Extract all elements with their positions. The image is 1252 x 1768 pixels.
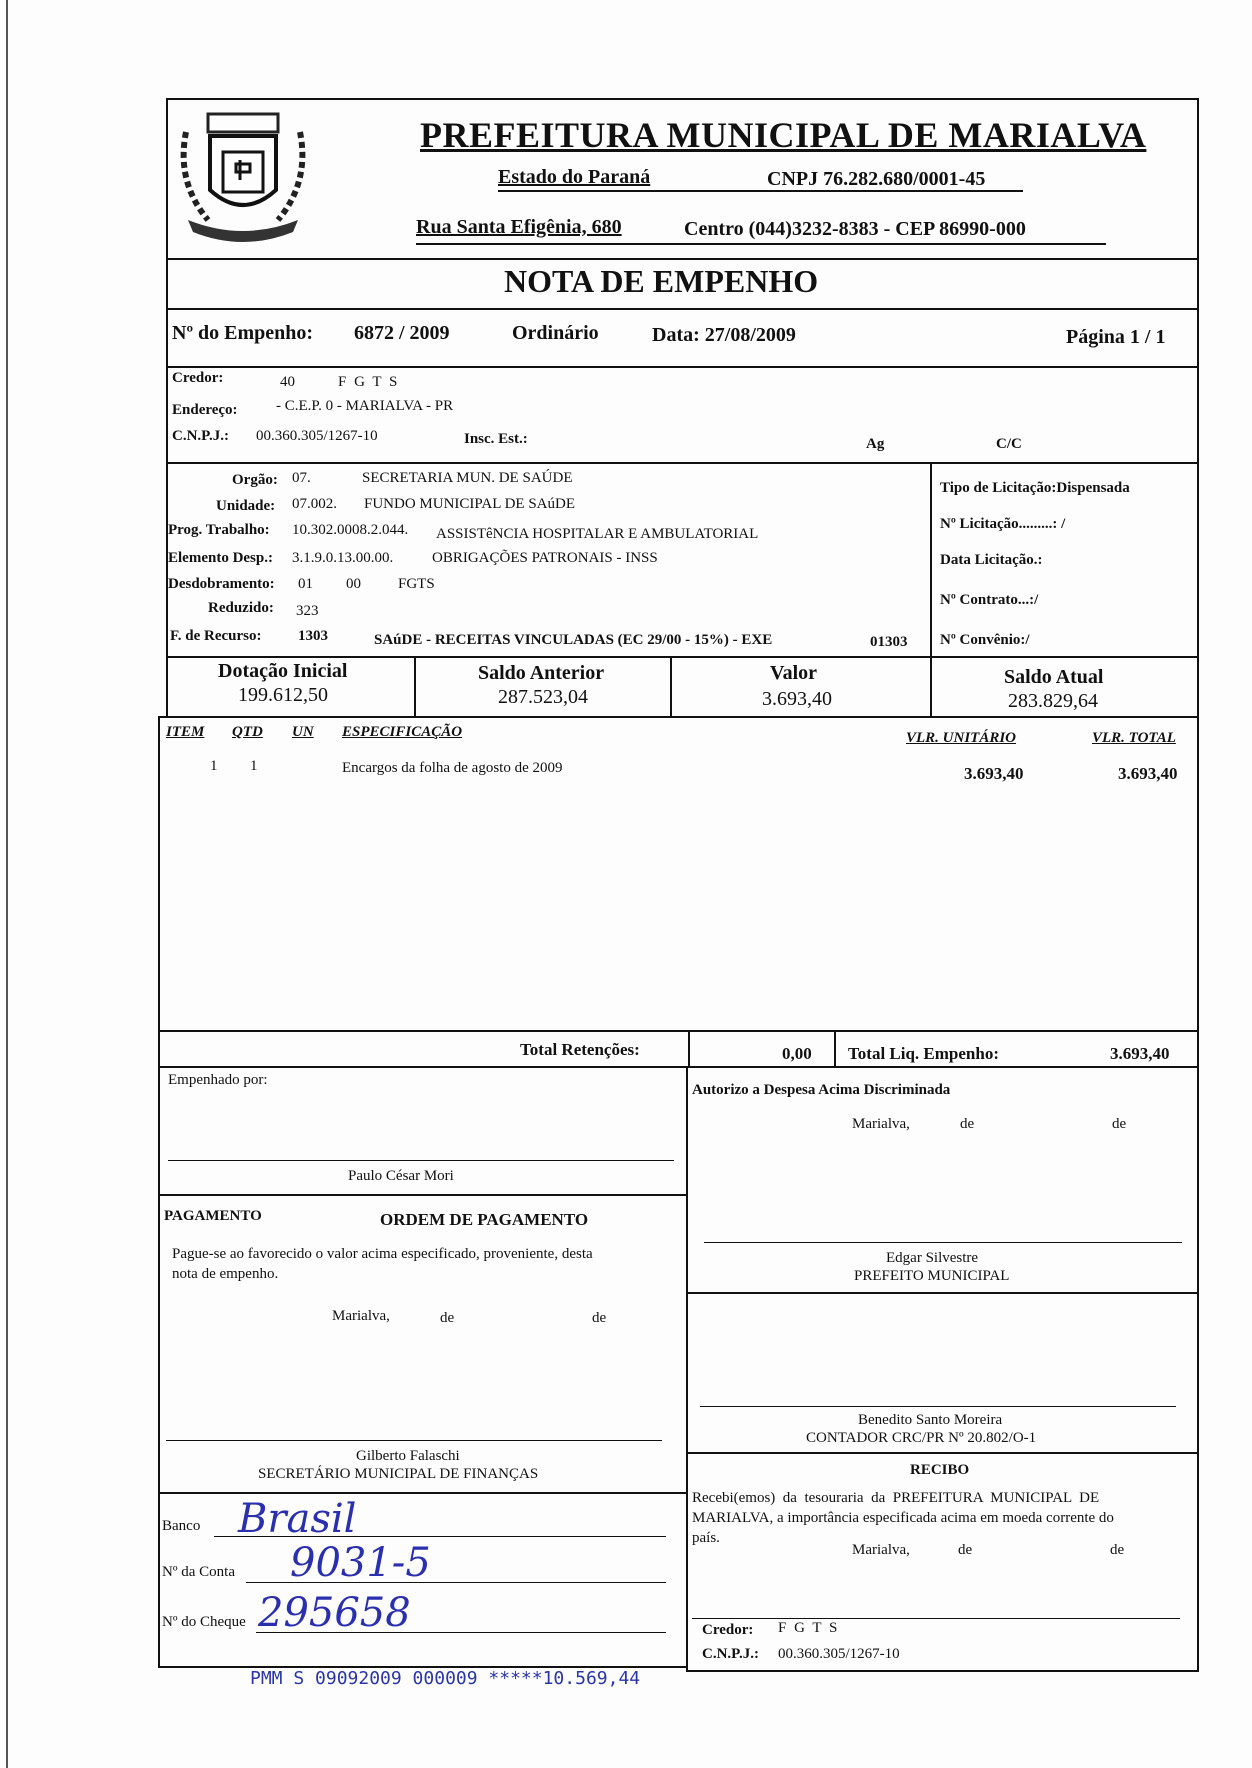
pagamento-label: PAGAMENTO <box>164 1208 262 1224</box>
recibo-title: RECIBO <box>910 1462 970 1478</box>
coat-of-arms-emblem <box>168 102 318 252</box>
page-number: Página 1 / 1 <box>1066 326 1166 348</box>
contador-role: CONTADOR CRC/PR Nº 20.802/O-1 <box>806 1430 1037 1446</box>
tipo-licitacao: Tipo de Licitação:Dispensada <box>940 480 1130 496</box>
ordem-pagamento-title: ORDEM DE PAGAMENTO <box>380 1210 589 1229</box>
cnpj-header: CNPJ 76.282.680/0001-45 <box>767 168 986 190</box>
endereco-label: Endereço: <box>172 402 238 418</box>
desdobramento-name: FGTS <box>398 576 435 592</box>
prog-label: Prog. Trabalho: <box>168 522 270 538</box>
reduzido-value: 323 <box>296 603 319 619</box>
autorizo-label: Autorizo a Despesa Acima Discriminada <box>692 1082 951 1098</box>
recibo-de2: de <box>1110 1542 1125 1558</box>
desdobramento-b: 00 <box>346 576 361 592</box>
elemento-name: OBRIGAÇÕES PATRONAIS - INSS <box>432 550 658 566</box>
credor-box <box>166 366 1199 464</box>
dotacao-inicial-label: Dotação Inicial <box>218 660 348 682</box>
items-box <box>158 716 1199 1032</box>
elemento-code: 3.1.9.0.13.00.00. <box>292 550 394 566</box>
credor-label: Credor: <box>172 370 224 386</box>
empenho-number-label: Nº do Empenho: <box>172 322 314 344</box>
orgao-name: SECRETARIA MUN. DE SAÚDE <box>362 470 573 486</box>
recibo-credor-label: Credor: <box>702 1622 754 1638</box>
municipality-title: PREFEITURA MUNICIPAL DE MARIALVA <box>420 115 1147 155</box>
autorizo-city: Marialva, <box>852 1116 910 1132</box>
prefeito-role: PREFEITO MUNICIPAL <box>854 1268 1010 1284</box>
recibo-credor-name: F G T S <box>778 1620 840 1636</box>
orgao-label: Orgão: <box>232 472 278 488</box>
payment-stamp: PMM S 09092009 000009 *****10.569,44 <box>250 1668 641 1689</box>
cheque-label: Nº do Cheque <box>162 1614 246 1630</box>
numero-contrato: Nº Contrato...:/ <box>940 592 1039 608</box>
row-item: 1 <box>210 758 218 774</box>
desdobramento-a: 01 <box>298 576 313 592</box>
secretario-role: SECRETÁRIO MUNICIPAL DE FINANÇAS <box>258 1466 539 1482</box>
empenho-type: Ordinário <box>512 322 599 344</box>
recurso-name: SAúDE - RECEITAS VINCULADAS (EC 29/00 - 15%) - EXE <box>374 632 773 648</box>
unidade-name: FUNDO MUNICIPAL DE SAúDE <box>364 496 575 512</box>
pagamento-de2: de <box>592 1310 607 1326</box>
saldo-atual-value: 283.829,64 <box>1008 690 1098 712</box>
empenhado-signatory: Paulo César Mori <box>348 1168 454 1184</box>
pagamento-city: Marialva, <box>332 1308 390 1324</box>
empenho-number: 6872 / 2009 <box>354 322 450 344</box>
credor-name: F G T S <box>338 374 400 390</box>
address: Rua Santa Efigênia, 680 <box>416 216 622 238</box>
empenhado-por-label: Empenhado por: <box>168 1072 268 1088</box>
credor-code: 40 <box>280 374 295 390</box>
valor-label: Valor <box>770 662 818 684</box>
unidade-code: 07.002. <box>292 496 337 512</box>
prefeito-name: Edgar Silvestre <box>886 1250 979 1266</box>
pagamento-de1: de <box>440 1310 455 1326</box>
total-liquido-value: 3.693,40 <box>1110 1044 1170 1063</box>
total-retencoes-value: 0,00 <box>782 1044 812 1063</box>
elemento-label: Elemento Desp.: <box>168 550 273 566</box>
total-retencoes-label: Total Retenções: <box>520 1040 640 1059</box>
prog-name: ASSISTêNCIA HOSPITALAR E AMBULATORIAL <box>436 526 759 542</box>
recibo-de1: de <box>958 1542 973 1558</box>
credor-cnpj-label: C.N.P.J.: <box>172 428 229 444</box>
doc-title: NOTA DE EMPENHO <box>504 263 819 299</box>
row-total-value: 3.693,40 <box>1118 764 1178 783</box>
saldo-anterior-label: Saldo Anterior <box>478 662 605 684</box>
recibo-text-line1: Recebi(emos) da tesouraria da PREFEITURA MUNICIPAL DE <box>692 1490 1100 1506</box>
row-unit-value: 3.693,40 <box>964 764 1024 783</box>
endereco-value: - C.E.P. 0 - MARIALVA - PR <box>276 398 454 414</box>
saldo-anterior-value: 287.523,04 <box>498 686 588 708</box>
conta-label: Nº da Conta <box>162 1564 235 1580</box>
numero-convenio: Nº Convênio:/ <box>940 632 1030 648</box>
insc-est-label: Insc. Est.: <box>464 431 528 447</box>
total-liquido-label: Total Liq. Empenho: <box>848 1044 999 1063</box>
valor-value: 3.693,40 <box>762 688 832 710</box>
state-name: Estado do Paraná <box>498 166 651 188</box>
col-unit-header: VLR. UNITÁRIO <box>906 730 1017 746</box>
row-especificacao: Encargos da folha de agosto de 2009 <box>342 760 563 776</box>
ag-label: Ag <box>866 436 885 452</box>
secretario-name: Gilberto Falaschi <box>356 1448 460 1464</box>
banco-label: Banco <box>162 1518 201 1534</box>
autorizo-de1: de <box>960 1116 975 1132</box>
data-licitacao: Data Licitação.: <box>940 552 1043 568</box>
reduzido-label: Reduzido: <box>208 600 274 616</box>
dotacao-inicial-value: 199.612,50 <box>238 684 328 706</box>
pagamento-text-line1: Pague-se ao favorecido o valor acima especificado, proveniente, desta <box>172 1246 593 1262</box>
address-contact: Centro (044)3232-8383 - CEP 86990-000 <box>684 218 1026 240</box>
empenho-date: Data: 27/08/2009 <box>652 324 796 346</box>
recibo-city: Marialva, <box>852 1542 910 1558</box>
pagamento-text-line2: nota de empenho. <box>172 1266 279 1282</box>
recibo-text-line3: país. <box>692 1530 720 1546</box>
credor-cnpj: 00.360.305/1267-10 <box>256 428 378 444</box>
numero-licitacao: Nº Licitação.........: / <box>940 516 1066 532</box>
contador-name: Benedito Santo Moreira <box>858 1412 1003 1428</box>
prog-code: 10.302.0008.2.044. <box>292 522 409 538</box>
col-item-header: ITEM <box>166 724 205 740</box>
recibo-cnpj: 00.360.305/1267-10 <box>778 1646 900 1662</box>
recurso-number: 01303 <box>870 634 908 650</box>
autorizo-de2: de <box>1112 1116 1127 1132</box>
col-un-header: UN <box>292 724 314 740</box>
cheque-handwritten: 295658 <box>258 1590 411 1636</box>
orgao-code: 07. <box>292 470 311 486</box>
col-qtd-header: QTD <box>232 724 263 740</box>
row-qtd: 1 <box>250 758 258 774</box>
recibo-cnpj-label: C.N.P.J.: <box>702 1646 759 1662</box>
cc-label: C/C <box>996 436 1022 452</box>
saldo-atual-label: Saldo Atual <box>1004 666 1104 688</box>
desdobramento-label: Desdobramento: <box>168 576 275 592</box>
recurso-code: 1303 <box>298 628 328 644</box>
conta-handwritten: 9031-5 <box>290 1540 431 1586</box>
banco-handwritten: Brasil <box>238 1496 357 1542</box>
unidade-label: Unidade: <box>216 498 276 514</box>
recibo-text-line2: MARIALVA, a importância especificada acima em moeda corrente do <box>692 1510 1114 1526</box>
col-total-header: VLR. TOTAL <box>1092 730 1176 746</box>
recurso-label: F. de Recurso: <box>170 628 262 644</box>
col-esp-header: ESPECIFICAÇÃO <box>342 724 463 740</box>
